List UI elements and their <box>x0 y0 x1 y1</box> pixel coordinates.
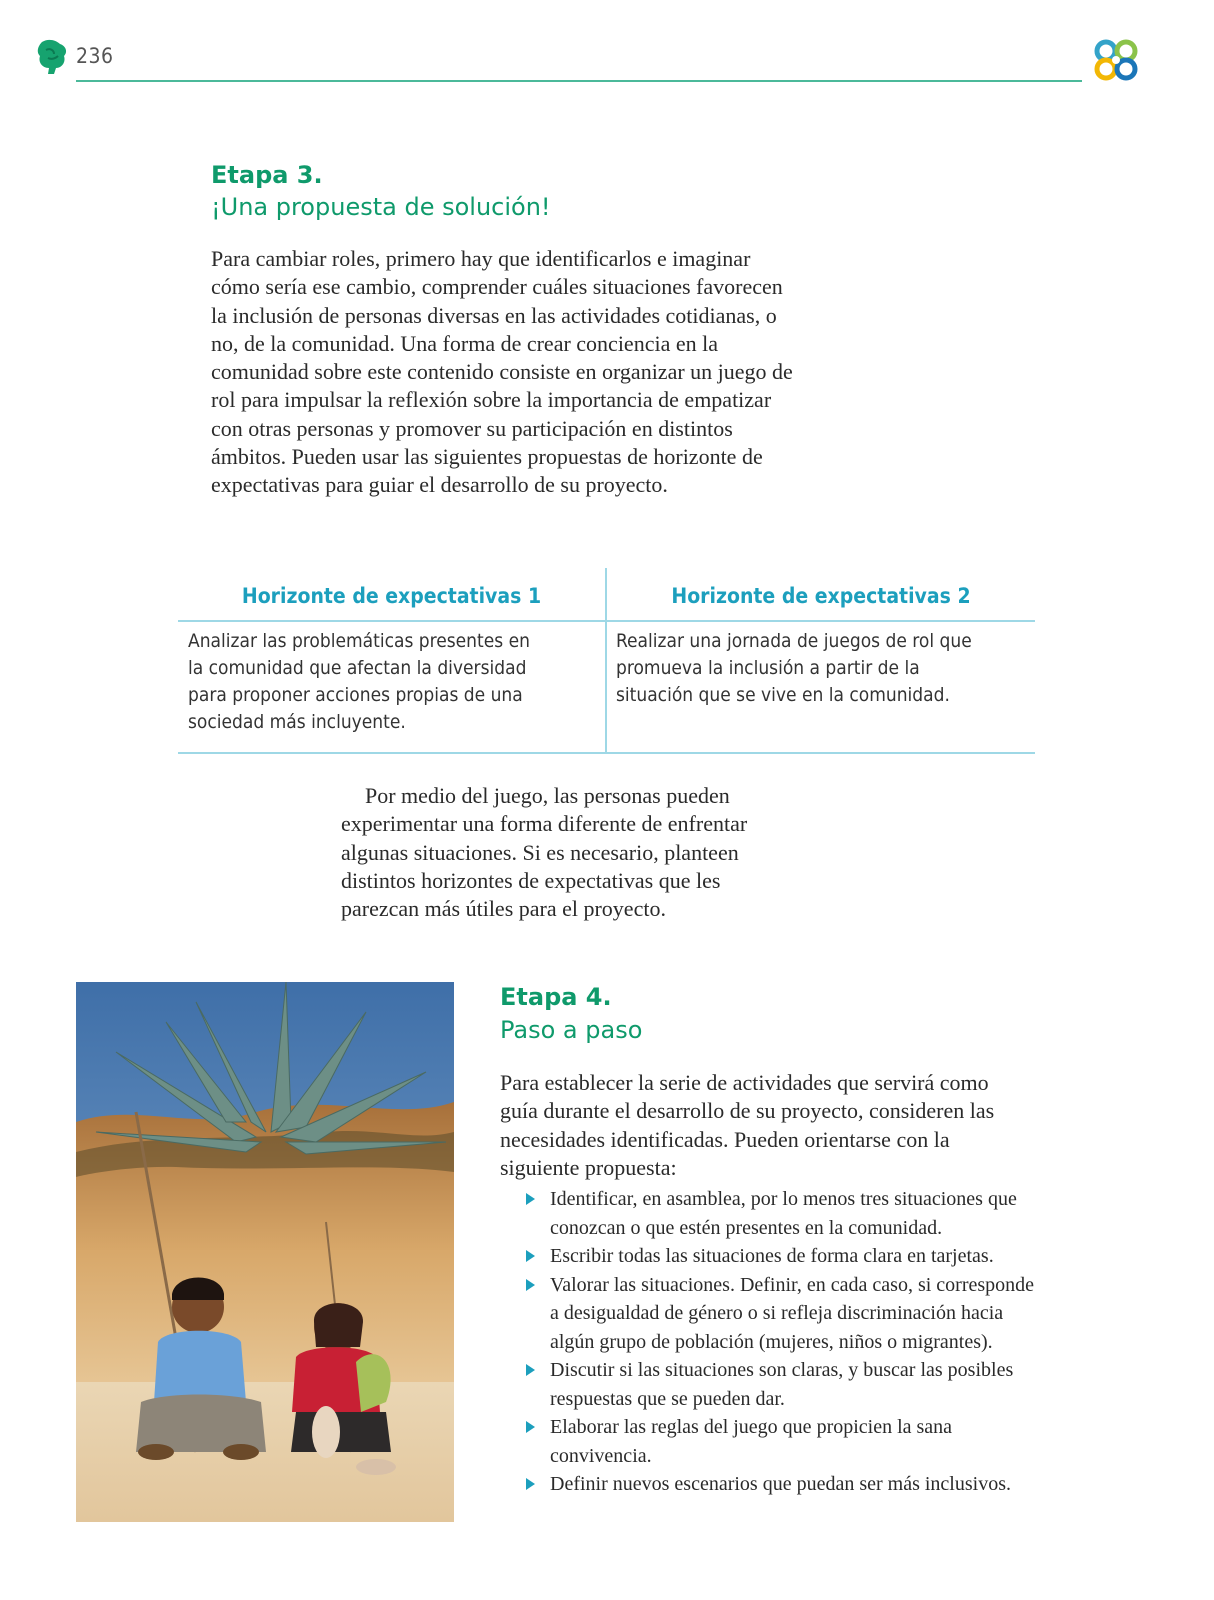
stage4-title: Etapa 4. <box>500 983 612 1011</box>
table-cell-2: Realizar una jornada de juegos de rol que promueva la inclusión a partir de la situación que se vive en la comunidad. <box>616 630 972 706</box>
stage3-paragraph: Para cambiar roles, primero hay que identificarlos e imaginar cómo sería ese cambio, comprender cuáles situaciones favorecen la inclusión de personas diversas en las actividades cotidianas, o no, de la comunidad. Una forma de crear conciencia en la comunidad sobre este contenido consiste en organizar un juego de rol para impulsar la reflexión sobre la importancia de empatizar con otras personas y promover su participación en distintos ámbitos. Pueden usar las siguientes propuestas de horizonte de expectativas para guiar el desarrollo de su proyecto. <box>211 246 793 498</box>
table-header-2: Horizonte de expectativas 2 <box>671 584 971 608</box>
list-item: Valorar las situaciones. Definir, en cada caso, si corresponde a desigualdad de género o si refleja discriminación hacia algún grupo de población (mujeres, niños o migrantes). <box>524 1271 1044 1357</box>
table-header-divider <box>178 620 1035 622</box>
list-item: Identificar, en asamblea, por lo menos tres situaciones que conozcan o que estén presentes en la comunidad. <box>524 1185 1044 1242</box>
children-agave-photo <box>76 982 454 1522</box>
book-logo-icon <box>36 38 68 76</box>
table-header-1: Horizonte de expectativas 1 <box>241 584 542 608</box>
list-item: Definir nuevos escenarios que puedan ser más inclusivos. <box>524 1470 1044 1499</box>
triangle-bullet-icon <box>526 1478 535 1490</box>
triangle-bullet-icon <box>526 1279 535 1291</box>
table-cell-1: Analizar las problemáticas presentes en la comunidad que afectan la diversidad para proponer acciones propias de una sociedad más incluyente. <box>188 630 530 733</box>
page-number: 236 <box>76 44 114 68</box>
steps-list <box>524 1185 1044 1499</box>
list-item: Escribir todas las situaciones de forma clara en tarjetas. <box>524 1242 1044 1271</box>
triangle-bullet-icon <box>526 1364 535 1376</box>
stage4-subtitle: Paso a paso <box>500 1016 643 1044</box>
list-item: Elaborar las reglas del juego que propicien la sana convivencia. <box>524 1413 1044 1470</box>
triangle-bullet-icon <box>526 1193 535 1205</box>
table-bottom-border <box>178 752 1035 754</box>
header-divider <box>76 80 1082 82</box>
list-item: Discutir si las situaciones son claras, y buscar las posibles respuestas que se pueden dar. <box>524 1356 1044 1413</box>
triangle-bullet-icon <box>526 1250 535 1262</box>
stage3-title: Etapa 3. <box>211 161 323 189</box>
nem-emblem-icon <box>1090 34 1142 86</box>
stage4-intro: Para establecer la serie de actividades que servirá como guía durante el desarrollo de su proyecto, consideren las necesidades identificadas. Pueden orientarse con la siguiente propuesta: <box>500 1070 995 1180</box>
closing-paragraph: Por medio del juego, las personas pueden experimentar una forma diferente de enfrentar algunas situaciones. Si es necesario, planteen distintos horizontes de expectativas que les parezcan más útiles para el proyecto. <box>341 783 748 922</box>
triangle-bullet-icon <box>526 1421 535 1433</box>
stage3-subtitle: ¡Una propuesta de solución! <box>211 193 551 221</box>
